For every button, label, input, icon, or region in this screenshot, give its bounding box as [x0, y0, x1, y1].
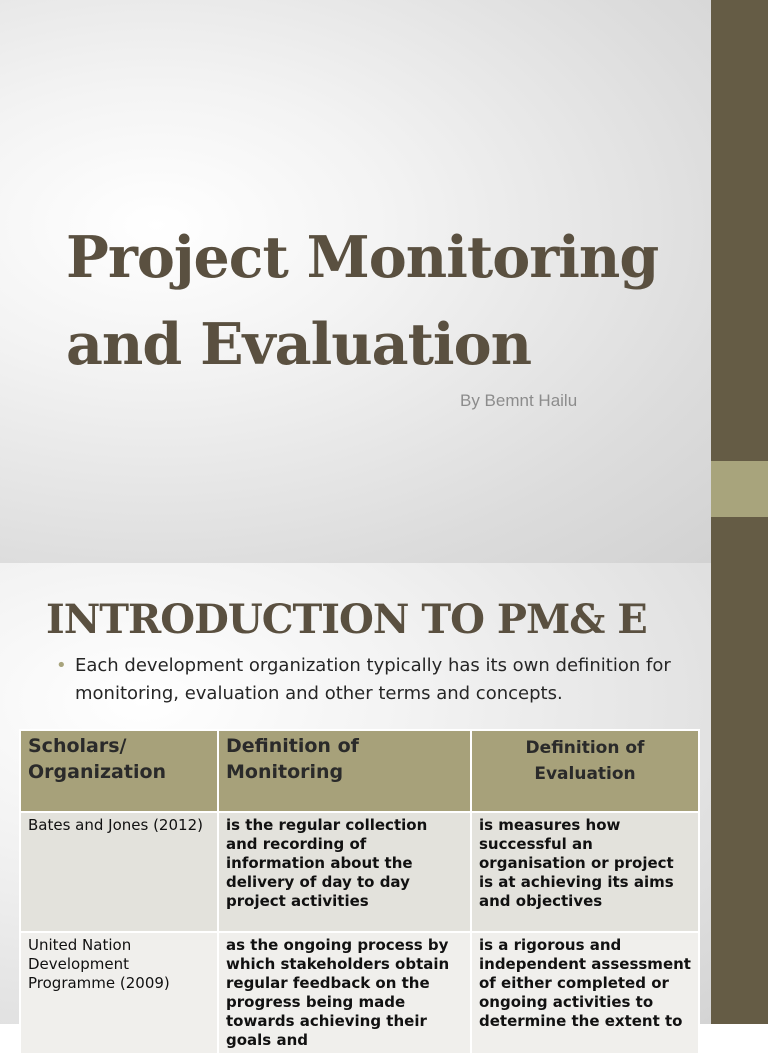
title-line-1: Project Monitoring	[66, 224, 659, 291]
table-header-row	[20, 730, 699, 812]
header-scholars: Scholars/ Organization	[20, 730, 218, 812]
bullet-text: Each development organization typically has its own definition for monitoring, evaluation and other terms and concepts.	[75, 655, 671, 704]
header-monitoring: Definition of Monitoring	[218, 730, 471, 812]
slide-subtitle: By Bemnt Hailu	[460, 391, 578, 410]
section-heading: INTRODUCTION TO PM& E	[46, 596, 647, 643]
title-slide	[0, 0, 711, 563]
table-row	[20, 932, 699, 1054]
cell-monitoring: is the regular collection and recording of information about the delivery of day to day project activities	[218, 812, 471, 932]
cell-source: Bates and Jones (2012)	[20, 812, 218, 932]
title-line-2: and Evaluation	[66, 311, 532, 378]
header-evaluation: Definition of Evaluation	[471, 730, 699, 812]
cell-source: United Nation Development Programme (2009)	[20, 932, 218, 1054]
bullet-icon: •	[56, 655, 67, 676]
cell-evaluation: is a rigorous and independent assessment of either completed or ongoing activities to determine the extent to	[471, 932, 699, 1054]
cell-monitoring: as the ongoing process by which stakeholders obtain regular feedback on the progress being made towards achieving their goals and	[218, 932, 471, 1054]
table-row	[20, 812, 699, 932]
sidebar-accent-block	[711, 461, 768, 517]
cell-evaluation: is measures how successful an organisation or project is at achieving its aims and objectives	[471, 812, 699, 932]
slide-title	[66, 214, 666, 388]
definitions-table	[19, 729, 700, 1055]
bullet-point	[56, 652, 696, 708]
